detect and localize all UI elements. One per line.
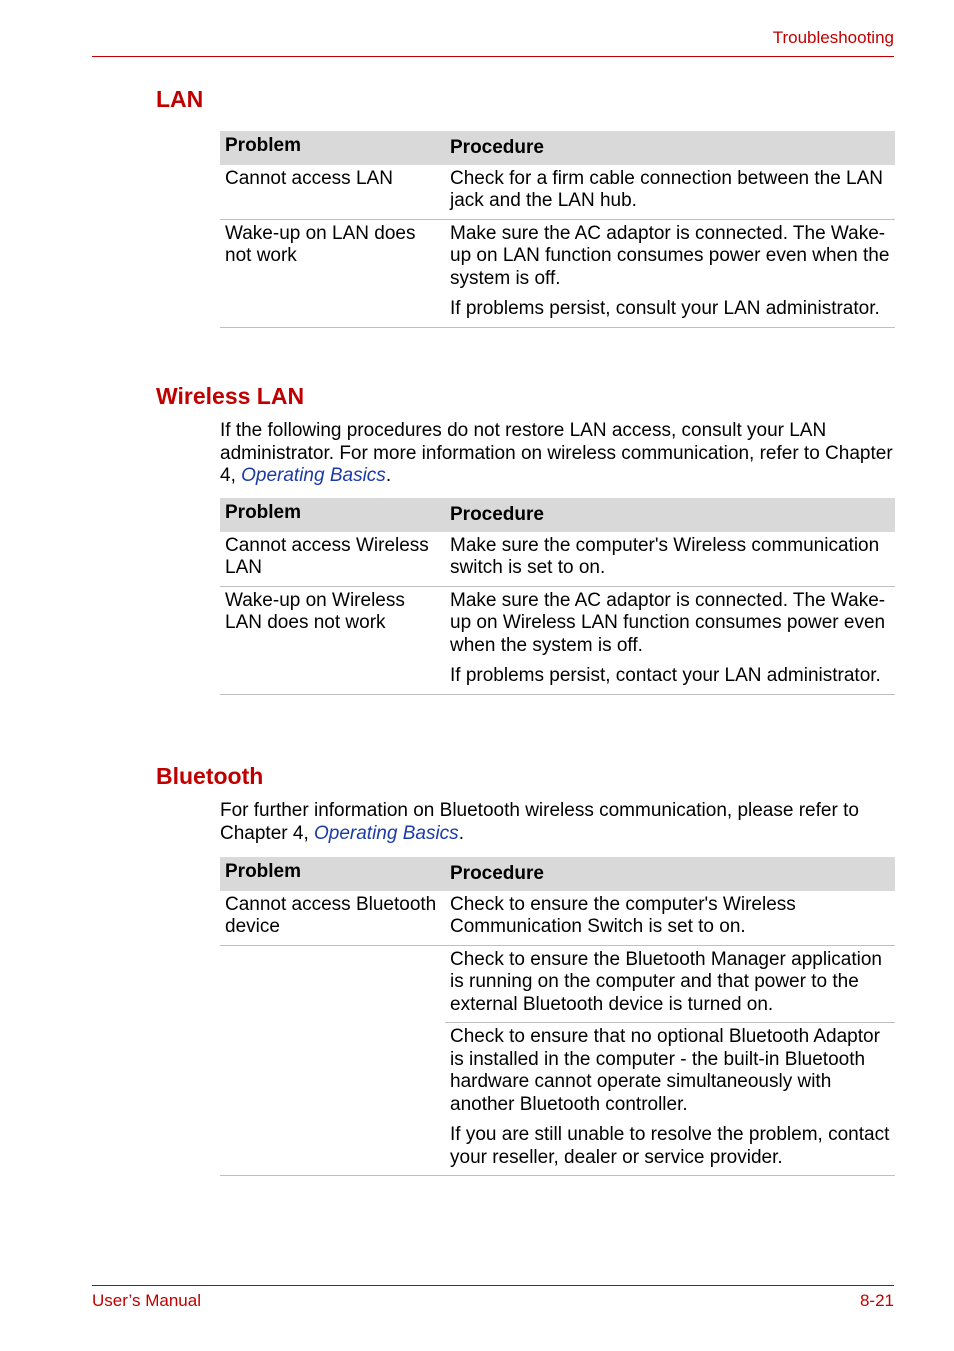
bluetooth-intro <box>220 800 894 845</box>
procedure-text: Check to ensure the Bluetooth Manager application is running on the computer and that power to the external Bluetooth device is turned on. <box>450 948 882 1015</box>
wireless-table-header <box>220 498 895 532</box>
procedure-cell <box>445 945 895 1023</box>
procedure-cell <box>445 891 895 946</box>
table-row <box>220 586 895 694</box>
problem-cell <box>220 945 445 1023</box>
procedure-text: If problems persist, contact your LAN administrator. <box>450 665 881 686</box>
table-row <box>220 1023 895 1176</box>
table-row <box>220 532 895 587</box>
intro-text-end: . <box>385 465 392 486</box>
problem-cell: Cannot access Wireless LAN <box>220 532 445 587</box>
operating-basics-link[interactable]: Operating Basics <box>241 465 386 486</box>
procedure-text: If problems persist, consult your LAN administrator. <box>450 298 880 319</box>
table-row <box>220 219 895 327</box>
header-rule <box>92 56 894 57</box>
page-number: 8-21 <box>859 1291 894 1310</box>
table-row <box>220 165 895 220</box>
problem-cell <box>220 1023 445 1176</box>
problem-cell: Wake-up on Wireless LAN does not work <box>220 586 445 694</box>
operating-basics-link[interactable]: Operating Basics <box>314 822 459 844</box>
problem-cell: Cannot access Bluetooth device <box>220 891 445 946</box>
col-problem: Problem <box>220 857 445 891</box>
wireless-lan-table <box>220 498 895 695</box>
lan-heading: LAN <box>156 86 204 112</box>
procedure-text: Make sure the computer's Wireless communication switch is set to on. <box>450 534 880 578</box>
procedure-cell <box>445 165 895 220</box>
col-problem: Problem <box>220 131 445 165</box>
intro-text: If the following procedures do not restore LAN access, consult your LAN administrator. For more information on wireless communication, refer to Chapter 4, <box>220 420 893 486</box>
procedure-text: Check to ensure that no optional Bluetooth Adaptor is installed in the computer - the built-in Bluetooth hardware cannot operate simultaneously with another Bluetooth controller. <box>450 1026 880 1115</box>
procedure-text: Check to ensure the computer's Wireless Communication Switch is set to on. <box>450 893 796 937</box>
col-procedure: Procedure <box>445 857 895 891</box>
procedure-cell <box>445 586 895 694</box>
procedure-cell <box>445 1023 895 1176</box>
bluetooth-heading: Bluetooth <box>156 763 264 789</box>
lan-table-header <box>220 131 895 165</box>
procedure-text: Make sure the AC adaptor is connected. The Wake-up on Wireless LAN function consumes power even when the system is off. <box>450 589 886 656</box>
wireless-lan-heading: Wireless LAN <box>156 383 305 409</box>
footer-manual-title: User’s Manual <box>92 1291 201 1310</box>
col-problem: Problem <box>220 498 445 532</box>
lan-table <box>220 131 895 328</box>
procedure-text: If you are still unable to resolve the problem, contact your reseller, dealer or service provider. <box>450 1124 890 1168</box>
table-row <box>220 891 895 946</box>
table-row <box>220 945 895 1023</box>
intro-text-end: . <box>458 822 464 844</box>
procedure-text: Check for a firm cable connection between the LAN jack and the LAN hub. <box>450 167 884 211</box>
problem-cell: Wake-up on LAN does not work <box>220 219 445 327</box>
bluetooth-table <box>220 857 895 1176</box>
intro-text: For further information on Bluetooth wireless communication, please refer to Chapter 4, <box>220 800 859 844</box>
col-procedure: Procedure <box>445 498 895 532</box>
footer-rule <box>92 1285 894 1286</box>
wireless-intro <box>220 420 894 488</box>
running-header: Troubleshooting <box>772 28 894 47</box>
procedure-text: Make sure the AC adaptor is connected. The Wake-up on LAN function consumes power even when the system is off. <box>450 222 890 289</box>
problem-cell: Cannot access LAN <box>220 165 445 220</box>
procedure-cell <box>445 532 895 587</box>
col-procedure: Procedure <box>445 131 895 165</box>
bluetooth-table-header <box>220 857 895 891</box>
procedure-cell <box>445 219 895 327</box>
